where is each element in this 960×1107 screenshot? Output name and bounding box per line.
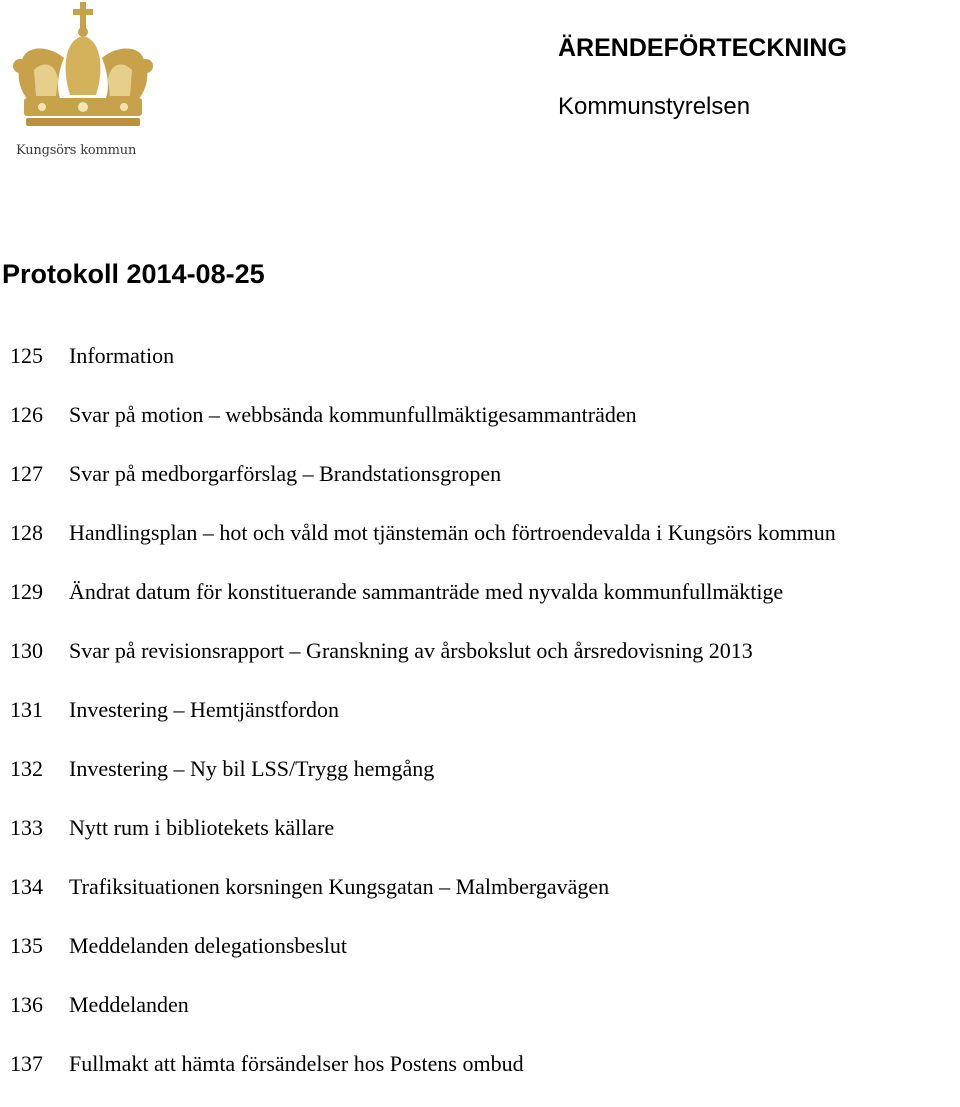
item-text: Investering – Ny bil LSS/Trygg hemgång: [69, 756, 435, 781]
agenda-list: [0, 340, 960, 1107]
agenda-item: [0, 458, 960, 489]
protocol-title: Protokoll 2014-08-25: [2, 259, 265, 289]
item-number: 136: [10, 992, 43, 1017]
item-text: Handlingsplan – hot och våld mot tjänstemän och förtroendevalda i Kungsörs kommun: [69, 520, 836, 545]
crown-icon: [4, 0, 164, 145]
document-title: ÄRENDEFÖRTECKNING: [558, 34, 847, 62]
item-text: Ändrat datum för konstituerande sammanträde med nyvalda kommunfullmäktige: [69, 579, 784, 604]
item-text: Meddelanden: [69, 992, 189, 1017]
item-number: 126: [10, 402, 43, 427]
agenda-item: [0, 753, 960, 784]
item-text: Meddelanden delegationsbeslut: [69, 933, 347, 958]
item-number: 137: [10, 1051, 43, 1076]
item-text: Svar på revisionsrapport – Granskning av årsbokslut och årsredovisning 2013: [69, 638, 753, 663]
agenda-item: [0, 517, 960, 548]
item-number: 129: [10, 579, 43, 604]
item-text: Svar på motion – webbsända kommunfullmäktigesammanträden: [69, 402, 637, 427]
item-number: 128: [10, 520, 43, 545]
item-text: Svar på medborgarförslag – Brandstationsgropen: [69, 461, 502, 486]
item-number: 133: [10, 815, 43, 840]
item-text: Investering – Hemtjänstfordon: [69, 697, 340, 722]
logo-text: Kungsörs kommun: [16, 143, 137, 158]
item-number: 131: [10, 697, 43, 722]
agenda-item: [0, 812, 960, 843]
agenda-item: [0, 694, 960, 725]
item-text: Nytt rum i bibliotekets källare: [69, 815, 335, 840]
agenda-item: [0, 576, 960, 607]
agenda-item: [0, 1048, 960, 1079]
agenda-item: [0, 989, 960, 1020]
agenda-item: [0, 399, 960, 430]
item-text: Information: [69, 343, 175, 368]
item-number: 125: [10, 343, 43, 368]
agenda-item: [0, 871, 960, 902]
item-text: Trafiksituationen korsningen Kungsgatan – Malmbergavägen: [69, 874, 610, 899]
agenda-item: [0, 930, 960, 961]
agenda-item: [0, 340, 960, 371]
document-subtitle: Kommunstyrelsen: [558, 93, 751, 120]
item-number: 130: [10, 638, 43, 663]
item-number: 135: [10, 933, 43, 958]
item-number: 134: [10, 874, 43, 899]
item-number: 127: [10, 461, 43, 486]
item-number: 132: [10, 756, 43, 781]
item-text: Fullmakt att hämta försändelser hos Postens ombud: [69, 1051, 524, 1076]
municipality-logo: [4, 0, 164, 170]
agenda-item: [0, 635, 960, 666]
